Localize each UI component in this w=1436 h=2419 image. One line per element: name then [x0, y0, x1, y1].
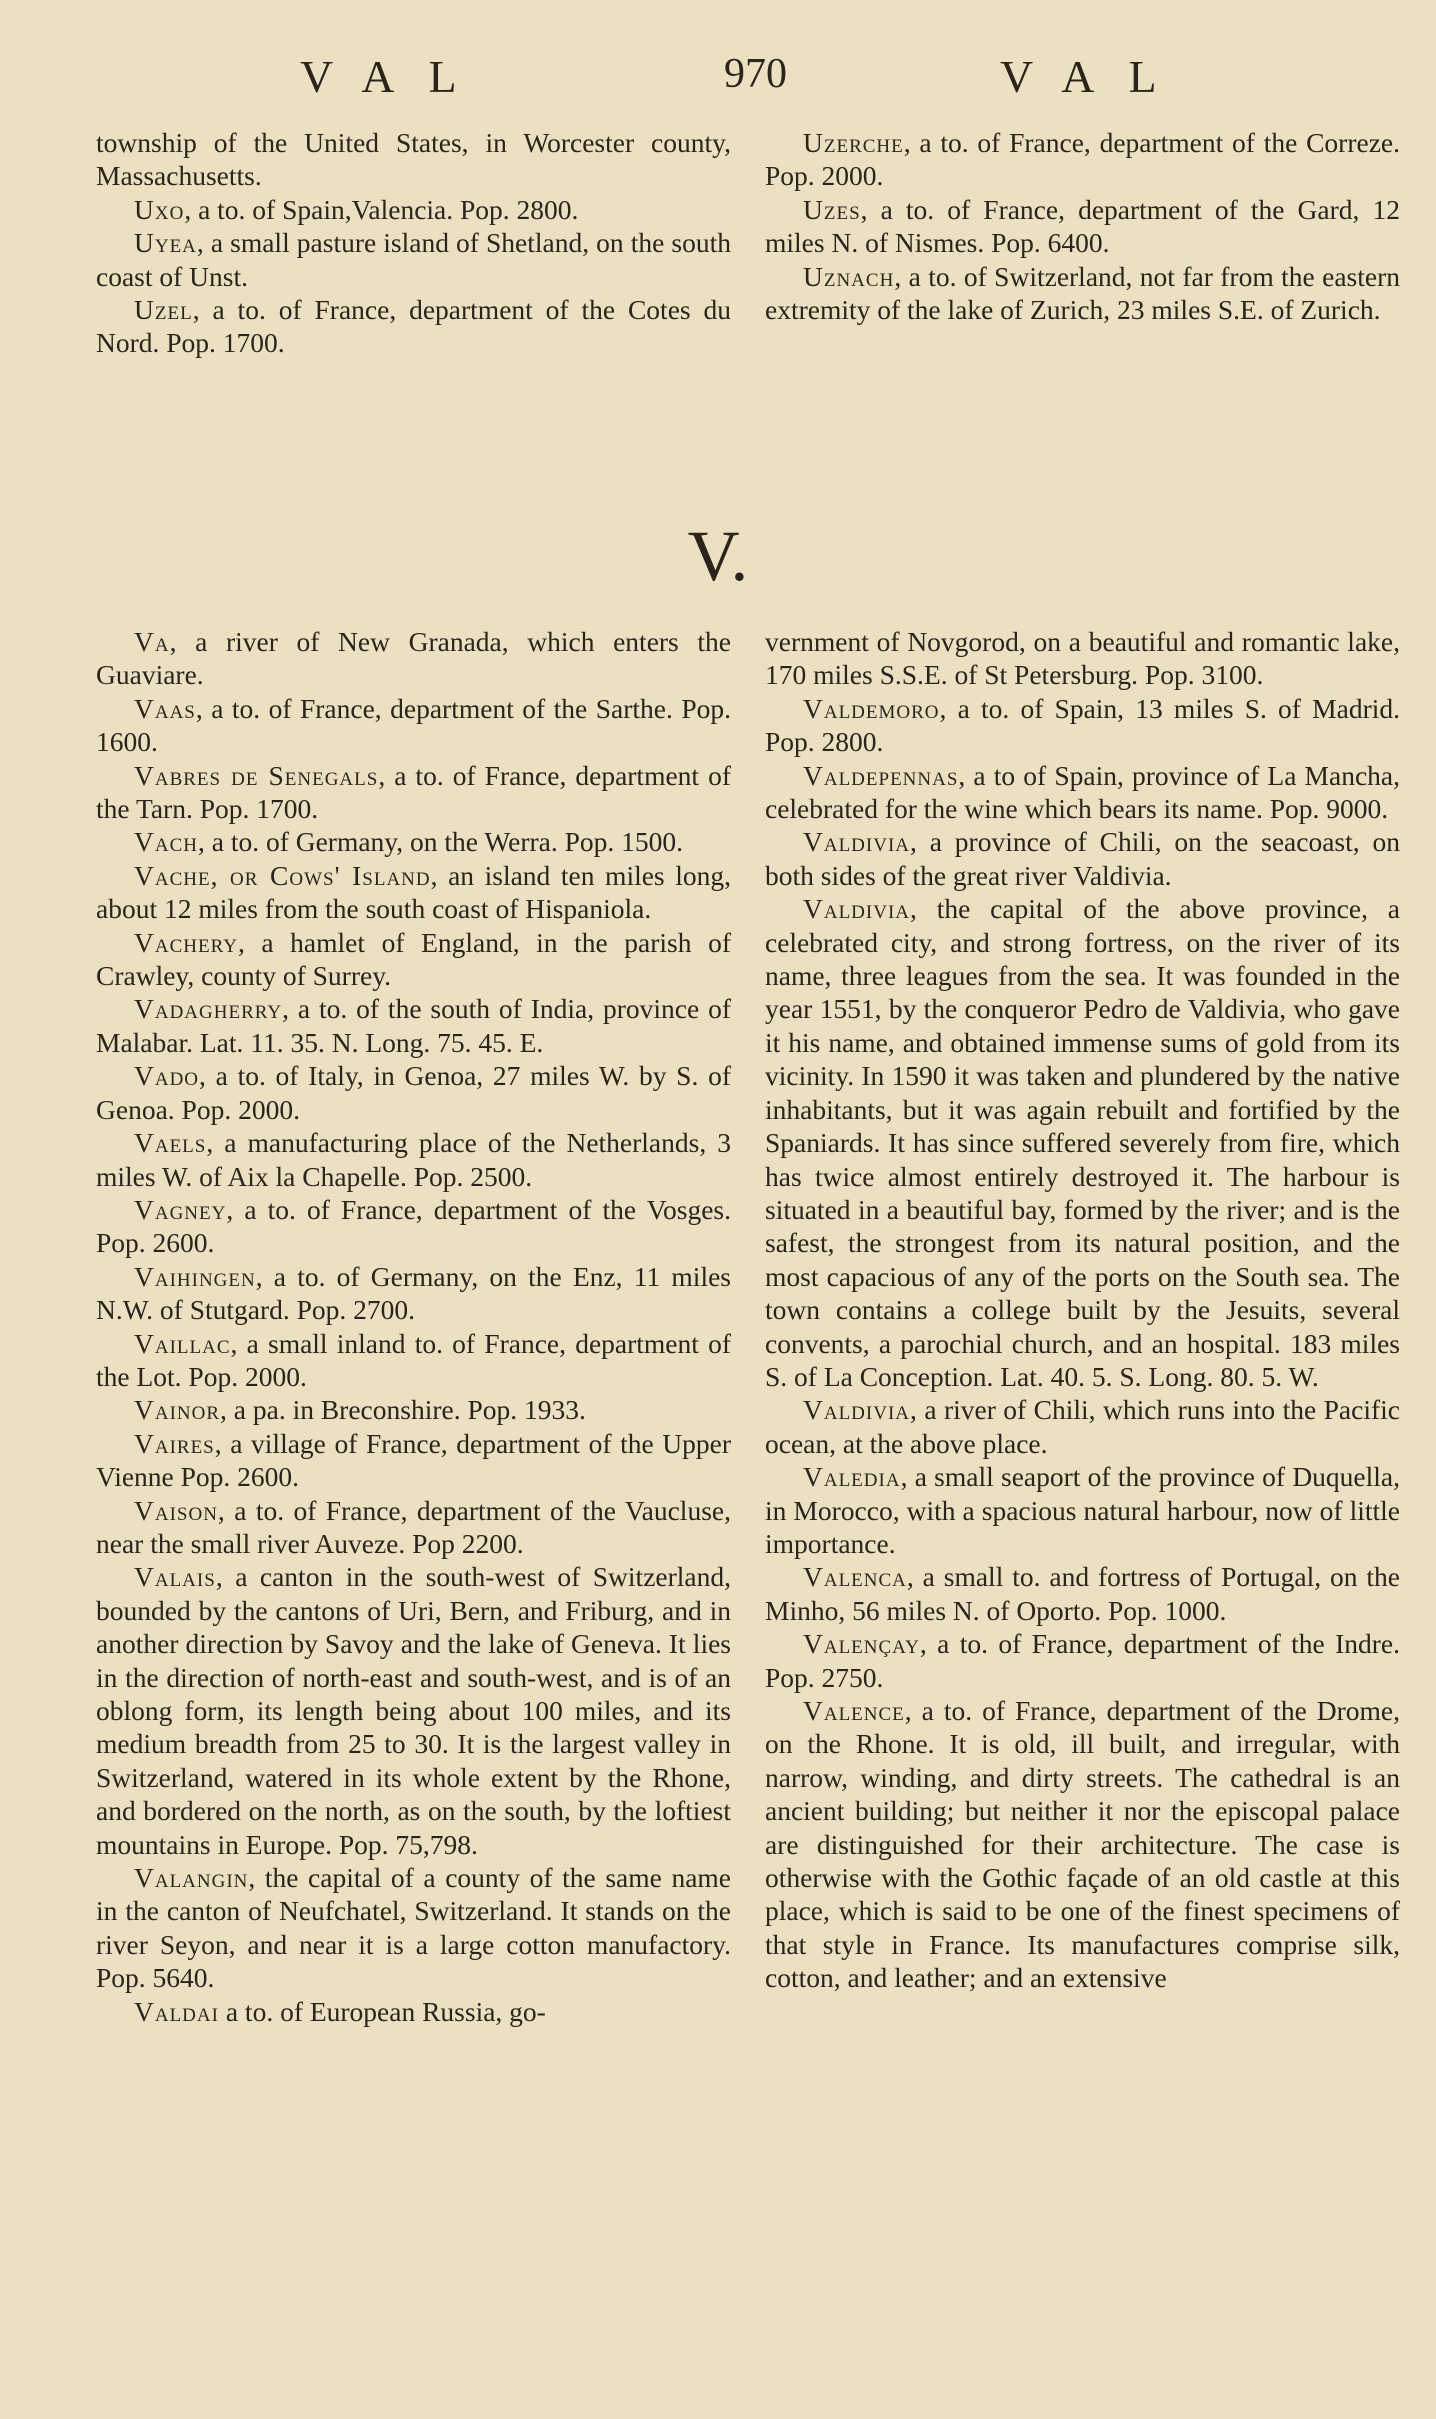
- gazetteer-entry: [765, 892, 1400, 1393]
- entry-text: , a to. of France, department of the Tarn. Pop. 1700.: [96, 759, 731, 825]
- gazetteer-entry: [96, 126, 731, 193]
- gazetteer-entry: [765, 260, 1400, 327]
- entry-text: , an island ten miles long, about 12 miles from the south coast of Hispaniola.: [96, 859, 731, 925]
- entry-text: , a river of Chili, which runs into the Pacific ocean, at the above place.: [765, 1394, 1400, 1459]
- gazetteer-entry: [96, 759, 731, 826]
- gazetteer-entry: [96, 625, 731, 692]
- gazetteer-entry: [96, 692, 731, 759]
- entry-headword: Uzes: [803, 193, 861, 225]
- entry-headword: Uzerche: [803, 127, 904, 158]
- gazetteer-entry: [765, 825, 1400, 892]
- entry-headword: Vachery: [134, 926, 238, 958]
- entry-headword: Vadagherry: [134, 993, 283, 1025]
- header-left-word: VAL: [300, 51, 491, 102]
- entry-text: , a to. of Italy, in Genoa, 27 miles W. by S. of Genoa. Pop. 2000.: [96, 1060, 731, 1125]
- main-left-column: [96, 625, 731, 2028]
- entry-text: a to. of European Russia, go-: [218, 1995, 546, 2027]
- entry-headword: Valenca: [803, 1561, 907, 1593]
- entry-text: , the capital of the above province, a celebrated city, and strong fortress, on the river of its name, three leagues from the sea. It was founded in the year 1551, by the conqueror Pedro de Valdivia, who gave it his name, and obtained immense sums of gold from its vicinity. In 1590 it was taken and plundered by the native inhabitants, but it was again rebuilt and fortified by the Spaniards. It has since suffered severely from fire, which has twice almost entirely destroyed it. The harbour is situated in a beautiful bay, formed by the river; and is the safest, the strongest from its natural position, and the most capacious of any of the ports on the South sea. The town contains a college built by the Jesuits, several convents, a parochial church, and an hospital. 183 miles S. of La Conception. Lat. 40. 5. S. Long. 80. 5. W.: [765, 893, 1400, 1392]
- entry-headword: Valence: [803, 1695, 905, 1726]
- entry-text: , a to. of France, department of the Correze. Pop. 2000.: [765, 127, 1400, 192]
- entry-headword: Vaillac: [134, 1327, 231, 1359]
- entry-headword: Vaison: [134, 1494, 218, 1526]
- gazetteer-entry: [96, 825, 731, 858]
- entry-text: , a to. of Spain,Valencia. Pop. 2800.: [184, 193, 579, 225]
- entry-headword: Valdai: [134, 1995, 219, 2027]
- entry-text: , a province of Chili, on the seacoast, on both sides of the great river Valdivia.: [765, 826, 1400, 891]
- entry-headword: Vaihingen: [134, 1260, 256, 1292]
- entry-headword: Valedia: [803, 1461, 901, 1493]
- gazetteer-entry: [96, 1059, 731, 1126]
- running-header: [0, 50, 1436, 110]
- entry-text: , a pa. in Breconshire. Pop. 1933.: [220, 1394, 586, 1426]
- entry-text: , a to. of France, department of the Vosges. Pop. 2600.: [96, 1193, 731, 1259]
- gazetteer-entry: [96, 1494, 731, 1561]
- top-right-column: [765, 126, 1400, 326]
- entry-text: , a small pasture island of Shetland, on the south coast of Unst.: [96, 227, 731, 292]
- entry-headword: Vado: [134, 1060, 200, 1092]
- entry-text: , a to of Spain, province of La Mancha, celebrated for the wine which bears its name. Pop. 9000.: [765, 759, 1400, 825]
- entry-headword: Vach: [134, 826, 198, 858]
- entry-text: , a to. of France, department of the Indre. Pop. 2750.: [765, 1628, 1400, 1693]
- gazetteer-entry: [96, 926, 731, 993]
- gazetteer-entry: [96, 1260, 731, 1327]
- gazetteer-entry: [96, 193, 731, 226]
- entry-text: , a small inland to. of France, department of the Lot. Pop. 2000.: [96, 1327, 731, 1392]
- main-right-column: [765, 625, 1400, 1995]
- gazetteer-entry: [96, 293, 731, 360]
- entry-headword: Valdepennas: [803, 759, 959, 791]
- entry-text: , a to. of France, department of the Gard, 12 miles N. of Nismes. Pop. 6400.: [765, 193, 1400, 259]
- gazetteer-entry: [765, 126, 1400, 193]
- entry-headword: Uznach: [803, 260, 895, 292]
- entry-headword: Valdivia: [803, 826, 911, 858]
- entry-headword: Uzel: [134, 294, 193, 326]
- entry-headword: Vabres de Senegals: [134, 759, 379, 791]
- entry-text: , a village of France, department of the Upper Vienne Pop. 2600.: [96, 1427, 731, 1493]
- entry-text: , a to. of Germany, on the Werra. Pop. 1500.: [197, 826, 684, 858]
- gazetteer-entry: [96, 1193, 731, 1260]
- entry-text: , a to. of the south of India, province of Malabar. Lat. 11. 35. N. Long. 75. 45. E.: [96, 993, 731, 1058]
- entry-text: , a river of New Granada, which enters the Guaviare.: [96, 626, 731, 691]
- gazetteer-entry: [765, 1694, 1400, 1995]
- entry-text: , a canton in the south-west of Switzerland, bounded by the cantons of Uri, Bern, and Friburg, and in another direction by Savoy and the lake of Geneva. It lies in the direction of north-east and south-west, and is of an oblong form, its length being about 100 miles, and its medium breadth from 25 to 30. It is the largest valley in Switzerland, watered in its whole extent by the Rhone, and bordered on the north, as on the south, by the loftiest mountains in Europe. Pop. 75,798.: [96, 1561, 731, 1860]
- entry-text: , a to. of France, department of the Cotes du Nord. Pop. 1700.: [96, 294, 731, 359]
- gazetteer-entry: [765, 1460, 1400, 1560]
- gazetteer-entry: [765, 759, 1400, 826]
- gazetteer-entry: [96, 1427, 731, 1494]
- gazetteer-entry: [96, 226, 731, 293]
- entry-text: , a to. of France, department of the Sarthe. Pop. 1600.: [96, 692, 731, 758]
- gazetteer-entry: [765, 1393, 1400, 1460]
- gazetteer-entry: [765, 1560, 1400, 1627]
- gazetteer-entry: [96, 1327, 731, 1394]
- gazetteer-entry: [96, 992, 731, 1059]
- gazetteer-entry: [96, 1995, 731, 2028]
- entry-text: , a manufacturing place of the Netherlands, 3 miles W. of Aix la Chapelle. Pop. 2500.: [96, 1127, 731, 1192]
- entry-headword: Va: [134, 626, 170, 657]
- entry-headword: Valdemoro: [803, 692, 940, 724]
- entry-headword: Valdivia: [803, 1394, 911, 1426]
- gazetteer-entry: [96, 1126, 731, 1193]
- gazetteer-entry: [765, 692, 1400, 759]
- entry-headword: Uxo: [134, 193, 185, 225]
- entry-headword: Uyea: [134, 227, 197, 259]
- entry-text: , a small to. and fortress of Portugal, on the Minho, 56 miles N. of Oporto. Pop. 1000.: [765, 1561, 1400, 1626]
- gazetteer-entry: [765, 193, 1400, 260]
- entry-text: township of the United States, in Worcester county, Massachusetts.: [96, 127, 731, 192]
- gazetteer-entry: [765, 1627, 1400, 1694]
- entry-text: , a to. of Switzerland, not far from the eastern extremity of the lake of Zurich, 23 miles S.E. of Zurich.: [765, 260, 1400, 326]
- entry-text: , the capital of a county of the same name in the canton of Neufchatel, Switzerland. It stands on the river Seyon, and near it is a large cotton manufactory. Pop. 5640.: [96, 1862, 731, 1994]
- entry-headword: Valençay: [803, 1628, 920, 1660]
- entry-headword: Valangin: [134, 1862, 249, 1894]
- gazetteer-entry: [96, 1560, 731, 1861]
- entry-text: , a to. of France, department of the Drome, on the Rhone. It is old, ill built, and irregular, with narrow, winding, and dirty streets. The cathedral is an ancient building; but neither it nor the episcopal palace are distinguished for their architecture. The case is otherwise with the Gothic façade of an old castle at this place, which is said to be one of the finest specimens of that style in France. Its manufactures comprise silk, cotton, and leather; and an extensive: [765, 1695, 1400, 1994]
- entry-text: vernment of Novgorod, on a beautiful and romantic lake, 170 miles S.S.E. of St Petersburg. Pop. 3100.: [765, 626, 1400, 691]
- entry-text: , a hamlet of England, in the parish of Crawley, county of Surrey.: [96, 926, 731, 992]
- section-letter-heading: V.: [687, 516, 749, 596]
- entry-headword: Valdivia: [803, 893, 911, 925]
- page-number: 970: [724, 51, 787, 97]
- entry-headword: Vaels: [134, 1127, 207, 1159]
- gazetteer-entry: [96, 1393, 731, 1426]
- header-right-word: VAL: [1000, 51, 1191, 102]
- entry-text: , a to. of France, department of the Vaucluse, near the small river Auveze. Pop 2200.: [96, 1494, 731, 1559]
- entry-text: , a to. of Germany, on the Enz, 11 miles N.W. of Stutgard. Pop. 2700.: [96, 1260, 731, 1326]
- entry-headword: Vagney: [134, 1193, 227, 1225]
- entry-headword: Vaires: [134, 1427, 215, 1459]
- gazetteer-entry: [765, 625, 1400, 692]
- entry-headword: Vainor: [134, 1394, 221, 1426]
- gazetteer-entry: [96, 859, 731, 926]
- entry-headword: Vache, or Cows' Island: [134, 859, 431, 891]
- gazetteer-entry: [96, 1861, 731, 1995]
- entry-headword: Valais: [134, 1561, 216, 1593]
- top-left-column: [96, 126, 731, 360]
- entry-text: , a small seaport of the province of Duquella, in Morocco, with a spacious natural harbour, now of little importance.: [765, 1461, 1400, 1559]
- entry-text: , a to. of Spain, 13 miles S. of Madrid. Pop. 2800.: [765, 692, 1400, 758]
- entry-headword: Vaas: [134, 692, 196, 724]
